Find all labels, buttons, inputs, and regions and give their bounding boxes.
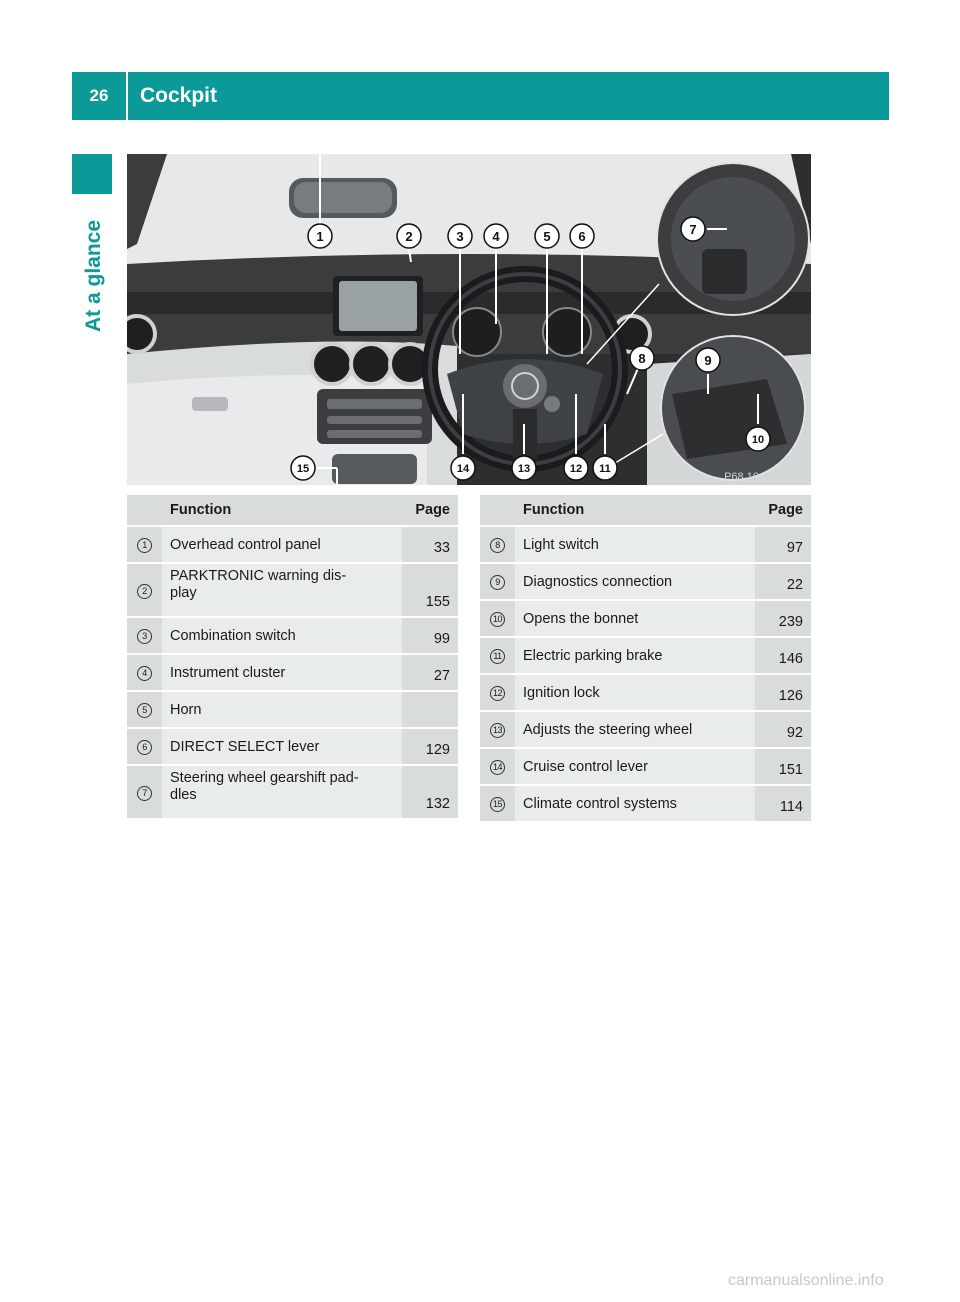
svg-text:1: 1: [316, 229, 324, 244]
svg-text:11: 11: [599, 463, 611, 475]
row-function: Cruise control lever: [515, 748, 755, 785]
callout-12: [564, 456, 588, 480]
row-page: 114: [755, 785, 811, 822]
row-number: 11: [490, 649, 505, 664]
header-page: Page: [755, 495, 811, 526]
cockpit-drawing: [127, 154, 811, 485]
row-page: 126: [755, 674, 811, 711]
table-row: [480, 526, 811, 563]
row-function: Electric parking brake: [515, 637, 755, 674]
table-row: [480, 563, 811, 600]
callout-10: [746, 427, 770, 451]
row-function: Horn: [162, 691, 402, 728]
table-row: [127, 654, 458, 691]
row-page: 97: [755, 526, 811, 563]
table-row: [127, 617, 458, 654]
callout-13: [512, 456, 536, 480]
row-function: Combination switch: [162, 617, 402, 654]
row-number: 3: [137, 629, 152, 644]
row-page: 132: [402, 765, 458, 819]
callout-8: [630, 346, 654, 370]
svg-text:6: 6: [578, 229, 586, 244]
row-page: 151: [755, 748, 811, 785]
row-number: 12: [490, 686, 505, 701]
table-row: [127, 765, 458, 819]
figure-code: P68.10-4721-31: [724, 471, 803, 483]
row-page: 239: [755, 600, 811, 637]
row-number: 15: [490, 797, 505, 812]
table-row: [480, 674, 811, 711]
callout-5: [535, 224, 559, 248]
table-header-row: [480, 495, 811, 526]
row-function: Steering wheel gearshift pad- dles: [162, 765, 402, 819]
row-number: 6: [137, 740, 152, 755]
callout-11: [593, 456, 617, 480]
svg-text:5: 5: [543, 229, 551, 244]
callout-4: [484, 224, 508, 248]
row-function: Overhead control panel: [162, 526, 402, 563]
row-function: Climate control systems: [515, 785, 755, 822]
callout-14: [451, 456, 475, 480]
header-divider: [126, 72, 128, 120]
svg-text:4: 4: [492, 229, 500, 244]
row-page: [402, 691, 458, 728]
svg-text:3: 3: [456, 229, 464, 244]
row-number: 2: [137, 584, 152, 599]
svg-text:2: 2: [405, 229, 413, 244]
watermark: carmanualsonline.info: [728, 1272, 884, 1289]
row-number: 10: [490, 612, 505, 627]
row-function: Light switch: [515, 526, 755, 563]
table-row: [480, 748, 811, 785]
svg-text:15: 15: [296, 463, 310, 475]
row-number: 14: [490, 760, 505, 775]
row-page: 22: [755, 563, 811, 600]
row-number: 7: [137, 786, 152, 801]
row-number: 5: [137, 703, 152, 718]
table-row: [480, 637, 811, 674]
callout-9: [696, 348, 720, 372]
header-function: Function: [162, 495, 402, 526]
header-num: [480, 495, 515, 526]
row-number: 13: [490, 723, 505, 738]
header-function: Function: [515, 495, 755, 526]
row-number: 4: [137, 666, 152, 681]
svg-text:13: 13: [517, 463, 531, 475]
svg-text:12: 12: [569, 463, 583, 475]
header-page: Page: [402, 495, 458, 526]
cockpit-illustration: [127, 154, 811, 485]
svg-text:8: 8: [638, 351, 646, 366]
row-function: Adjusts the steering wheel: [515, 711, 755, 748]
table-row: [127, 526, 458, 563]
table-row: [127, 563, 458, 617]
table-row: [127, 691, 458, 728]
table-row: [127, 728, 458, 765]
row-page: 27: [402, 654, 458, 691]
svg-text:7: 7: [689, 222, 697, 237]
side-tab-marker: [72, 154, 112, 194]
section-title: Cockpit: [140, 84, 218, 107]
row-function: DIRECT SELECT lever: [162, 728, 402, 765]
callout-7: [681, 217, 705, 241]
row-function: Opens the bonnet: [515, 600, 755, 637]
row-number: 9: [490, 575, 505, 590]
row-number: 8: [490, 538, 505, 553]
row-number: 1: [137, 538, 152, 553]
function-table-right: [480, 495, 811, 823]
row-page: 33: [402, 526, 458, 563]
row-page: 99: [402, 617, 458, 654]
row-function: PARKTRONIC warning dis- play: [162, 563, 402, 617]
row-function: Diagnostics connection: [515, 563, 755, 600]
page-number: 26: [89, 86, 109, 105]
callout-2: [397, 224, 421, 248]
side-tab-label: At a glance: [82, 219, 105, 332]
table-row: [480, 711, 811, 748]
svg-text:9: 9: [704, 353, 712, 368]
callout-15: [291, 456, 315, 480]
callout-3: [448, 224, 472, 248]
svg-text:14: 14: [456, 463, 470, 475]
callout-6: [570, 224, 594, 248]
row-page: 92: [755, 711, 811, 748]
svg-text:10: 10: [751, 434, 765, 446]
function-table-left: [127, 495, 458, 820]
row-page: 155: [402, 563, 458, 617]
table-row: [480, 785, 811, 822]
row-function: Instrument cluster: [162, 654, 402, 691]
row-function: Ignition lock: [515, 674, 755, 711]
row-page: 129: [402, 728, 458, 765]
table-header-row: [127, 495, 458, 526]
callout-1: [308, 224, 332, 248]
table-row: [480, 600, 811, 637]
header-num: [127, 495, 162, 526]
row-page: 146: [755, 637, 811, 674]
